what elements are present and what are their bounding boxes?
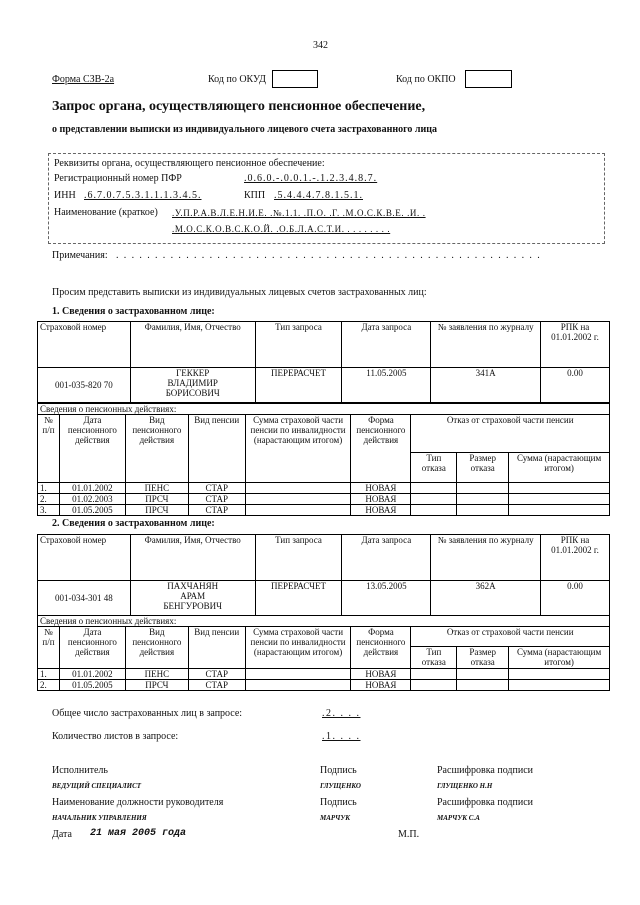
reg-number-value: .0.6.0.-.0.0.1.-.1.2.3.4.8.7. <box>244 173 378 184</box>
header-journal-no: № заявления по журналу <box>431 535 541 581</box>
col-num: № п/п <box>38 415 60 483</box>
notes-value: . . . . . . . . . . . . . . . . . . . . . . . . . . . . . . . . . . . . . . . . . . . . . . . . . . . . . . . <box>116 250 542 261</box>
row-num: 2. <box>38 494 60 505</box>
okpo-input[interactable] <box>465 70 512 88</box>
col-refusal-size: Размер отказа <box>457 647 509 669</box>
col-date: Дата пенсионного действия <box>59 415 125 483</box>
actions-caption: Сведения о пенсионных действиях: <box>38 404 610 415</box>
first-name: ВЛАДИМИР <box>167 378 218 388</box>
col-refusal-sum: Сумма (нарастающим итогом) <box>509 647 610 669</box>
col-form: Форма пенсионного действия <box>351 415 411 483</box>
first-name: АРАМ <box>180 591 206 601</box>
header-fio: Фамилия, Имя, Отчество <box>130 535 255 581</box>
date-label: Дата <box>52 829 72 840</box>
row-date: 01.01.2002 <box>59 669 125 680</box>
surname: ГЕККЕР <box>176 368 210 378</box>
row-refusal-size <box>457 669 509 680</box>
row-sum <box>245 494 351 505</box>
row-form: НОВАЯ <box>351 505 411 516</box>
header-insurance-no: Страховой номер <box>38 322 131 368</box>
row-sum <box>245 669 351 680</box>
patronymic: БЕНГУРОВИЧ <box>163 601 223 611</box>
request-date: 13.05.2005 <box>342 581 431 616</box>
person-1-actions-table <box>37 403 610 516</box>
stamp-place: М.П. <box>398 829 420 840</box>
row-kind: ПРСЧ <box>125 494 188 505</box>
col-refusal-size: Размер отказа <box>457 453 509 483</box>
executor-label: Исполнитель <box>52 765 108 776</box>
journal-no: 341А <box>431 368 541 403</box>
request-text: Просим представить выписки из индивидуальных лицевых счетов застрахованных лиц: <box>52 287 427 298</box>
header-rpk: РПК на 01.01.2002 г. <box>541 322 610 368</box>
row-refusal-type <box>411 483 457 494</box>
rpk-value: 0.00 <box>541 581 610 616</box>
header-request-date: Дата запроса <box>342 535 431 581</box>
row-kind: ПРСЧ <box>125 505 188 516</box>
row-refusal-type <box>411 494 457 505</box>
page-title: Запрос органа, осуществляющего пенсионное обеспечение, <box>52 99 426 114</box>
executor-decode: ГЛУЩЕНКО Н.Н <box>437 782 493 790</box>
person-1-table <box>37 321 610 403</box>
row-form: НОВАЯ <box>351 669 411 680</box>
inn-value: .6.7.0.7.5.3.1.1.1.3.4.5. <box>84 190 202 201</box>
total-sheets-value: .1. . . . <box>322 731 361 742</box>
col-kind: Вид пенсионного действия <box>125 627 188 669</box>
patronymic: БОРИСОВИЧ <box>165 388 220 398</box>
row-num: 3. <box>38 505 60 516</box>
name-line-1: .У.П.Р.А.В.Л.Е.Н.И.Е. .№.1.1. .П.О. .Г. .М.О.С.К.В.Е. .И. . <box>172 208 426 218</box>
person-2-actions-table <box>37 615 610 691</box>
col-pension-type: Вид пенсии <box>188 627 245 669</box>
person-1-heading: 1. Сведения о застрахованном лице: <box>52 306 215 317</box>
actions-caption: Сведения о пенсионных действиях: <box>38 616 610 627</box>
row-refusal-type <box>411 680 457 691</box>
row-sum <box>245 483 351 494</box>
head-signature-label: Подпись <box>320 797 357 808</box>
row-pension-type: СТАР <box>188 680 245 691</box>
fio-cell <box>130 368 255 403</box>
fio-cell <box>130 581 255 616</box>
request-type: ПЕРЕРАСЧЕТ <box>255 581 342 616</box>
head-decode: МАРЧУК С.А <box>437 814 480 822</box>
row-pension-type: СТАР <box>188 483 245 494</box>
table-row <box>38 505 610 516</box>
row-date: 01.02.2003 <box>59 494 125 505</box>
rpk-value: 0.00 <box>541 368 610 403</box>
executor-decode-label: Расшифровка подписи <box>437 765 533 776</box>
header-rpk: РПК на 01.01.2002 г. <box>541 535 610 581</box>
form-label: Форма СЗВ-2а <box>52 74 115 85</box>
table-row <box>38 483 610 494</box>
requisites-heading: Реквизиты органа, осуществляющего пенсионное обеспечение: <box>54 158 325 169</box>
head-decode-label: Расшифровка подписи <box>437 797 533 808</box>
col-form: Форма пенсионного действия <box>351 627 411 669</box>
row-sum <box>245 680 351 691</box>
notes-label: Примечания: <box>52 250 108 261</box>
row-num: 1. <box>38 669 60 680</box>
date-value: 21 мая 2005 года <box>90 828 187 839</box>
insurance-no: 001-034-301 48 <box>38 581 131 616</box>
row-pension-type: СТАР <box>188 669 245 680</box>
row-num: 2. <box>38 680 60 691</box>
row-date: 01.05.2005 <box>59 505 125 516</box>
col-refusal: Отказ от страховой части пенсии <box>411 627 610 647</box>
total-persons-label: Общее число застрахованных лиц в запросе: <box>52 708 243 719</box>
reg-number-label: Регистрационный номер ПФР <box>54 173 182 184</box>
head-label: Наименование должности руководителя <box>52 797 224 808</box>
okud-input[interactable] <box>272 70 318 88</box>
row-refusal-sum <box>509 680 610 691</box>
row-refusal-sum <box>509 505 610 516</box>
name-label: Наименование (краткое) <box>54 207 158 218</box>
request-date: 11.05.2005 <box>342 368 431 403</box>
row-refusal-sum <box>509 494 610 505</box>
table-row <box>38 669 610 680</box>
row-date: 01.01.2002 <box>59 483 125 494</box>
person-2-heading: 2. Сведения о застрахованном лице: <box>52 518 215 529</box>
row-refusal-type <box>411 505 457 516</box>
row-date: 01.05.2005 <box>59 680 125 691</box>
row-form: НОВАЯ <box>351 483 411 494</box>
executor-signature: ГЛУЩЕНКО <box>320 782 361 790</box>
col-num: № п/п <box>38 627 60 669</box>
row-sum <box>245 505 351 516</box>
col-sum: Сумма страховой части пенсии по инвалидности (нарастающим итогом) <box>245 415 351 483</box>
executor-signature-label: Подпись <box>320 765 357 776</box>
row-kind: ПЕНС <box>125 483 188 494</box>
table-row <box>38 494 610 505</box>
okpo-label: Код по ОКПО <box>396 74 456 85</box>
head-position: НАЧАЛЬНИК УПРАВЛЕНИЯ <box>52 814 147 822</box>
header-request-type: Тип запроса <box>255 535 342 581</box>
okud-label: Код по ОКУД <box>208 74 266 85</box>
col-date: Дата пенсионного действия <box>59 627 125 669</box>
row-num: 1. <box>38 483 60 494</box>
executor-position: ВЕДУЩИЙ СПЕЦИАЛИСТ <box>52 782 142 790</box>
row-refusal-type <box>411 669 457 680</box>
col-kind: Вид пенсионного действия <box>125 415 188 483</box>
row-refusal-sum <box>509 483 610 494</box>
row-kind: ПРСЧ <box>125 680 188 691</box>
kpp-label: КПП <box>244 190 266 201</box>
person-2-table <box>37 534 610 616</box>
total-sheets-label: Количество листов в запросе: <box>52 731 179 742</box>
col-refusal-sum: Сумма (нарастающим итогом) <box>509 453 610 483</box>
head-signature: МАРЧУК <box>320 814 351 822</box>
col-sum: Сумма страховой части пенсии по инвалидности (нарастающим итогом) <box>245 627 351 669</box>
header-request-type: Тип запроса <box>255 322 342 368</box>
col-refusal-type: Тип отказа <box>411 647 457 669</box>
name-line-2: .М.О.С.К.О.В.С.К.О.Й. .О.Б.Л.А.С.Т.И. . . . . . . . . <box>172 224 391 234</box>
total-persons-value: .2. . . . <box>322 708 361 719</box>
kpp-value: .5.4.4.4.7.8.1.5.1. <box>274 190 363 201</box>
col-pension-type: Вид пенсии <box>188 415 245 483</box>
header-fio: Фамилия, Имя, Отчество <box>130 322 255 368</box>
row-refusal-size <box>457 680 509 691</box>
request-type: ПЕРЕРАСЧЕТ <box>255 368 342 403</box>
inn-label: ИНН <box>54 190 76 201</box>
row-refusal-size <box>457 483 509 494</box>
page-subtitle: о представлении выписки из индивидуального лицевого счета застрахованного лица <box>52 124 438 135</box>
row-refusal-size <box>457 494 509 505</box>
row-pension-type: СТАР <box>188 505 245 516</box>
journal-no: 362А <box>431 581 541 616</box>
header-request-date: Дата запроса <box>342 322 431 368</box>
header-insurance-no: Страховой номер <box>38 535 131 581</box>
page-number: 342 <box>313 40 328 51</box>
insurance-no: 001-035-820 70 <box>38 368 131 403</box>
row-form: НОВАЯ <box>351 680 411 691</box>
header-journal-no: № заявления по журналу <box>431 322 541 368</box>
row-kind: ПЕНС <box>125 669 188 680</box>
col-refusal-type: Тип отказа <box>411 453 457 483</box>
surname: ПАХЧАНЯН <box>167 581 219 591</box>
table-row <box>38 680 610 691</box>
col-refusal: Отказ от страховой части пенсии <box>411 415 610 453</box>
row-form: НОВАЯ <box>351 494 411 505</box>
row-refusal-sum <box>509 669 610 680</box>
row-pension-type: СТАР <box>188 494 245 505</box>
row-refusal-size <box>457 505 509 516</box>
